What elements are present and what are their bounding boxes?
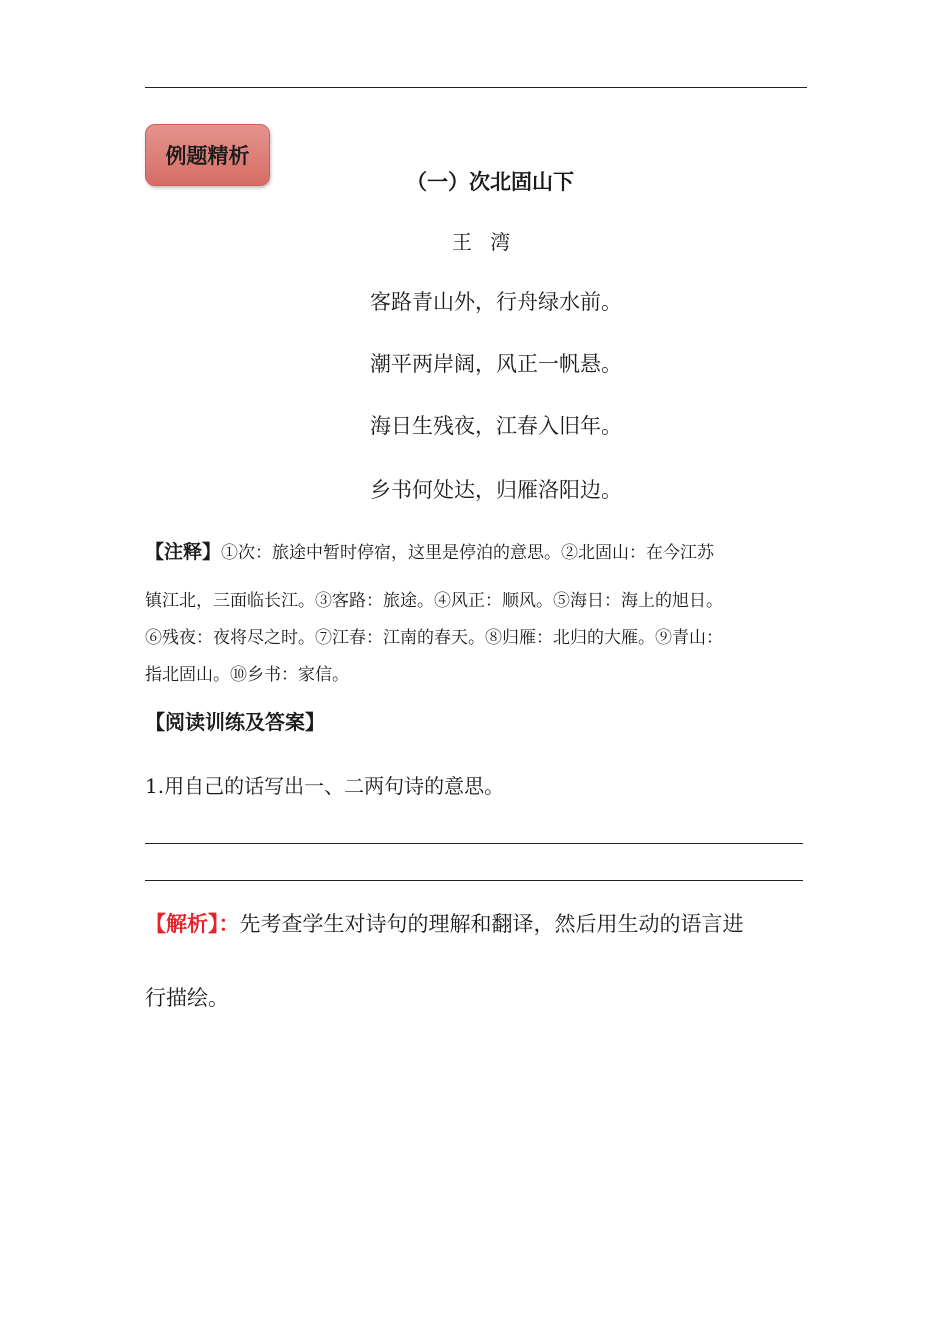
poem-line: 潮平两岸阔，风正一帆悬。	[370, 352, 622, 376]
answer-line	[145, 880, 803, 881]
poem-title: （一）次北固山下	[406, 170, 574, 194]
question-text: 1.用自己的话写出一、二两句诗的意思。	[145, 774, 505, 798]
header-rule	[145, 87, 807, 88]
annotation-label: 【注释】	[145, 541, 222, 563]
poem-line: 乡书何处达，归雁洛阳边。	[370, 478, 622, 502]
annotation-text: ①次：旅途中暂时停宿，这里是停泊的意思。②北固山：在今江苏	[221, 543, 715, 563]
analysis-line: 行描绘。	[145, 986, 229, 1010]
annotation-line: 镇江北，三面临长江。③客路：旅途。④风正：顺风。⑤海日：海上的旭日。	[145, 591, 723, 611]
answer-line	[145, 843, 803, 844]
poem-line: 海日生残夜，江春入旧年。	[370, 414, 622, 438]
annotations	[145, 532, 795, 694]
annotation-line: 指北固山。⑩乡书：家信。	[145, 665, 349, 685]
poem-author: 王 湾	[451, 230, 517, 254]
analysis	[145, 905, 805, 1017]
annotation-line: ⑥残夜：夜将尽之时。⑦江春：江南的春天。⑧归雁：北归的大雁。⑨青山：	[145, 628, 723, 648]
annotation-line	[145, 532, 795, 573]
section-heading: 【阅读训练及答案】	[145, 710, 325, 734]
analysis-text: 先考查学生对诗句的理解和翻译，然后用生动的语言进	[239, 912, 744, 936]
example-badge: 例题精析	[145, 124, 270, 186]
analysis-line	[145, 905, 805, 943]
analysis-label: 【解析】：	[145, 912, 240, 936]
poem-line: 客路青山外，行舟绿水前。	[370, 290, 622, 314]
